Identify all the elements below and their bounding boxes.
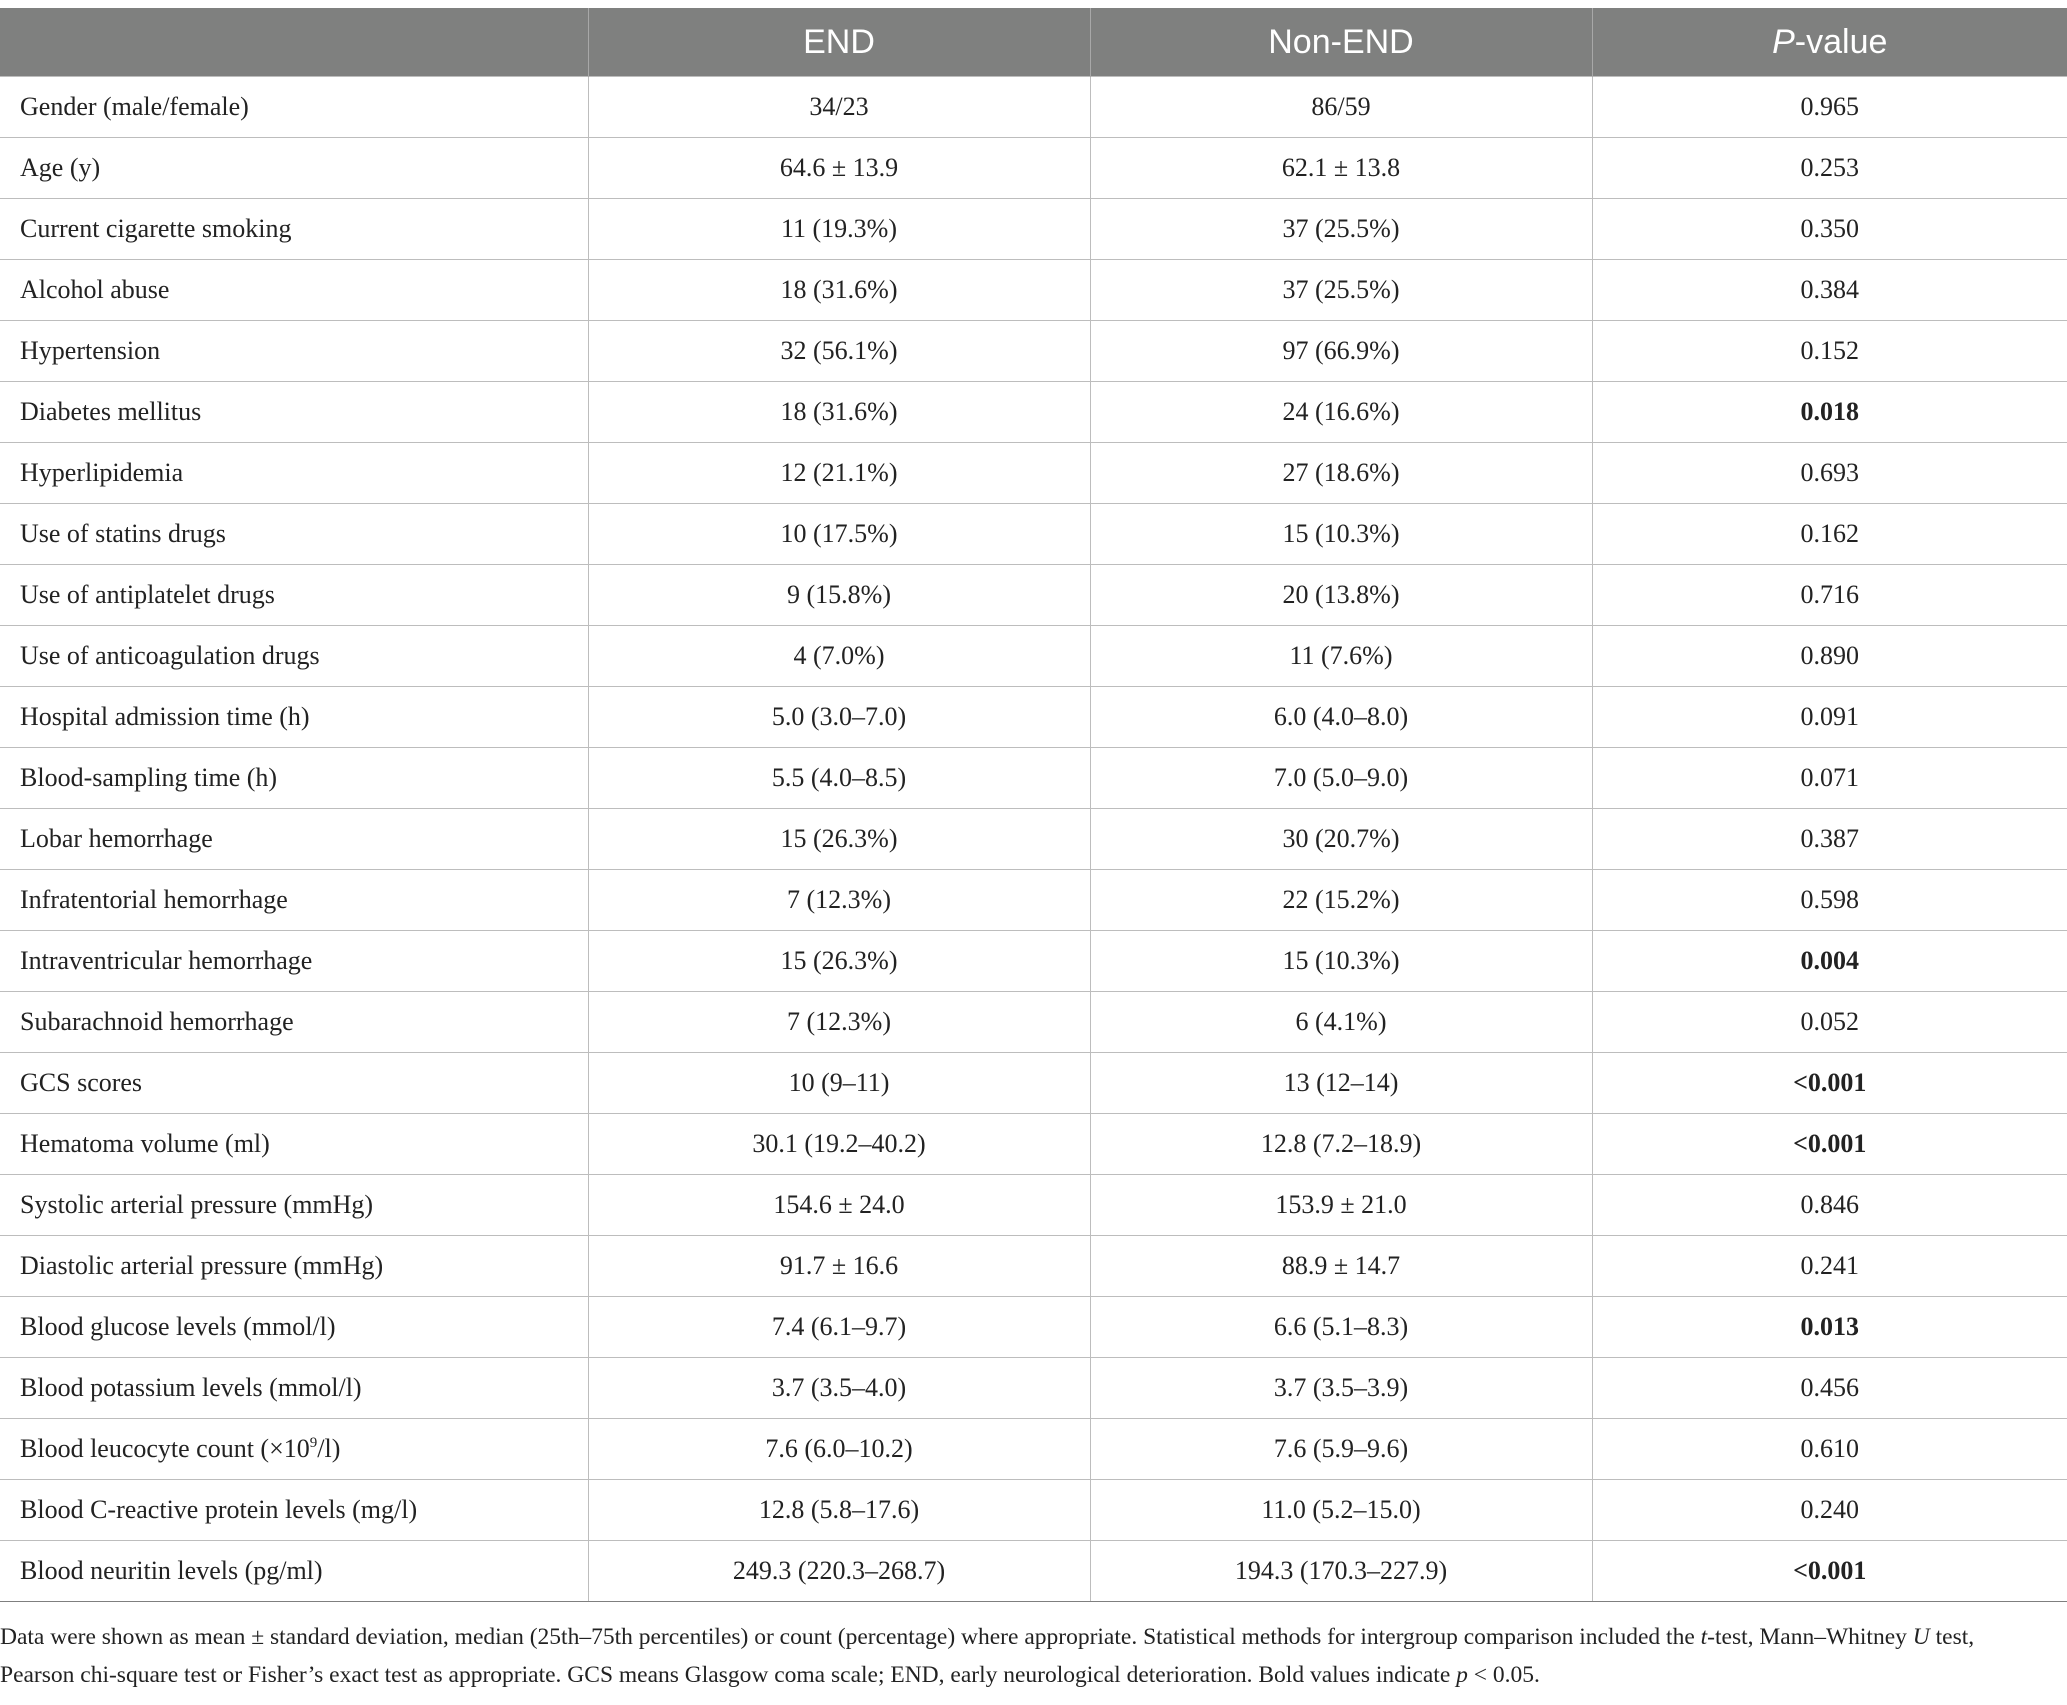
cell-non-end: 24 (16.6%) <box>1090 382 1592 443</box>
cell-p-value: 0.241 <box>1592 1236 2067 1297</box>
row-label: Infratentorial hemorrhage <box>0 870 588 931</box>
cell-non-end: 27 (18.6%) <box>1090 443 1592 504</box>
row-label: Blood-sampling time (h) <box>0 748 588 809</box>
cell-end: 5.0 (3.0–7.0) <box>588 687 1090 748</box>
row-label: GCS scores <box>0 1053 588 1114</box>
cell-p-value: 0.350 <box>1592 199 2067 260</box>
cell-end: 11 (19.3%) <box>588 199 1090 260</box>
row-label: Lobar hemorrhage <box>0 809 588 870</box>
cell-non-end: 62.1 ± 13.8 <box>1090 138 1592 199</box>
cell-non-end: 6.6 (5.1–8.3) <box>1090 1297 1592 1358</box>
cell-p-value: 0.253 <box>1592 138 2067 199</box>
cell-p-value: 0.598 <box>1592 870 2067 931</box>
cell-end: 12.8 (5.8–17.6) <box>588 1480 1090 1541</box>
row-label: Use of statins drugs <box>0 504 588 565</box>
cell-non-end: 6 (4.1%) <box>1090 992 1592 1053</box>
header-p-suffix: -value <box>1794 22 1888 61</box>
header-variable <box>0 8 588 77</box>
footnote-t-italic: t <box>1700 1624 1708 1650</box>
header-row <box>0 8 2067 77</box>
cell-end: 15 (26.3%) <box>588 809 1090 870</box>
cell-p-value: 0.456 <box>1592 1358 2067 1419</box>
row-label: Diastolic arterial pressure (mmHg) <box>0 1236 588 1297</box>
row-label: Hyperlipidemia <box>0 443 588 504</box>
header-p-italic: P <box>1772 22 1795 61</box>
table-row <box>0 809 2067 870</box>
row-label: Alcohol abuse <box>0 260 588 321</box>
row-label: Hematoma volume (ml) <box>0 1114 588 1175</box>
cell-p-value: 0.018 <box>1592 382 2067 443</box>
cell-p-value: 0.152 <box>1592 321 2067 382</box>
table-row <box>0 1114 2067 1175</box>
header-end: END <box>588 8 1090 77</box>
cell-non-end: 7.6 (5.9–9.6) <box>1090 1419 1592 1480</box>
footnote-text-3: test, Pearson chi-square test or Fisher’s exact test as appropriate. GCS means Glasgow coma scale; END, early neurological deterioration. Bold values indicate <box>0 1624 1975 1688</box>
cell-p-value: 0.013 <box>1592 1297 2067 1358</box>
cell-non-end: 37 (25.5%) <box>1090 199 1592 260</box>
table-container <box>0 8 2067 1602</box>
table-row <box>0 1419 2067 1480</box>
cell-non-end: 12.8 (7.2–18.9) <box>1090 1114 1592 1175</box>
table-row <box>0 138 2067 199</box>
cell-end: 4 (7.0%) <box>588 626 1090 687</box>
table-row <box>0 870 2067 931</box>
table-row <box>0 77 2067 138</box>
header-p-value <box>1592 8 2067 77</box>
cell-non-end: 6.0 (4.0–8.0) <box>1090 687 1592 748</box>
table-header <box>0 8 2067 77</box>
cell-non-end: 37 (25.5%) <box>1090 260 1592 321</box>
table-row <box>0 992 2067 1053</box>
cell-non-end: 3.7 (3.5–3.9) <box>1090 1358 1592 1419</box>
cell-end: 7.6 (6.0–10.2) <box>588 1419 1090 1480</box>
cell-p-value: 0.890 <box>1592 626 2067 687</box>
cell-end: 7 (12.3%) <box>588 992 1090 1053</box>
cell-end: 32 (56.1%) <box>588 321 1090 382</box>
table-row <box>0 748 2067 809</box>
cell-p-value: 0.846 <box>1592 1175 2067 1236</box>
cell-end: 154.6 ± 24.0 <box>588 1175 1090 1236</box>
cell-end: 249.3 (220.3–268.7) <box>588 1541 1090 1602</box>
row-label: Hospital admission time (h) <box>0 687 588 748</box>
cell-p-value: 0.052 <box>1592 992 2067 1053</box>
cell-p-value: 0.091 <box>1592 687 2067 748</box>
cell-end: 91.7 ± 16.6 <box>588 1236 1090 1297</box>
row-label: Blood C-reactive protein levels (mg/l) <box>0 1480 588 1541</box>
cell-non-end: 194.3 (170.3–227.9) <box>1090 1541 1592 1602</box>
footnote-text-1: Data were shown as mean ± standard deviation, median (25th–75th percentiles) or count (percentage) where appropriate. Statistical methods for intergroup comparison included the <box>0 1624 1701 1650</box>
cell-non-end: 13 (12–14) <box>1090 1053 1592 1114</box>
cell-end: 5.5 (4.0–8.5) <box>588 748 1090 809</box>
cell-non-end: 15 (10.3%) <box>1090 504 1592 565</box>
footnote-text-4: < 0.05. <box>1467 1662 1540 1688</box>
row-label <box>0 1419 588 1480</box>
cell-end: 18 (31.6%) <box>588 260 1090 321</box>
cell-non-end: 20 (13.8%) <box>1090 565 1592 626</box>
cell-end: 30.1 (19.2–40.2) <box>588 1114 1090 1175</box>
table-row <box>0 1358 2067 1419</box>
cell-non-end: 97 (66.9%) <box>1090 321 1592 382</box>
cell-p-value: 0.387 <box>1592 809 2067 870</box>
table-footnote <box>0 1618 2040 1694</box>
cell-p-value: 0.965 <box>1592 77 2067 138</box>
table-row <box>0 1175 2067 1236</box>
table-row <box>0 1053 2067 1114</box>
table-row <box>0 260 2067 321</box>
cell-non-end: 22 (15.2%) <box>1090 870 1592 931</box>
row-label: Systolic arterial pressure (mmHg) <box>0 1175 588 1236</box>
table-row <box>0 931 2067 992</box>
cell-end: 7 (12.3%) <box>588 870 1090 931</box>
cell-non-end: 7.0 (5.0–9.0) <box>1090 748 1592 809</box>
row-label: Blood glucose levels (mmol/l) <box>0 1297 588 1358</box>
cell-non-end: 88.9 ± 14.7 <box>1090 1236 1592 1297</box>
cell-p-value: 0.240 <box>1592 1480 2067 1541</box>
cell-p-value: <0.001 <box>1592 1114 2067 1175</box>
row-label: Hypertension <box>0 321 588 382</box>
table-body <box>0 77 2067 1602</box>
cell-non-end: 30 (20.7%) <box>1090 809 1592 870</box>
cell-end: 7.4 (6.1–9.7) <box>588 1297 1090 1358</box>
cell-end: 34/23 <box>588 77 1090 138</box>
footnote-text-2: -test, Mann–Whitney <box>1707 1624 1913 1650</box>
cell-p-value: <0.001 <box>1592 1541 2067 1602</box>
cell-non-end: 153.9 ± 21.0 <box>1090 1175 1592 1236</box>
cell-end: 64.6 ± 13.9 <box>588 138 1090 199</box>
cell-non-end: 11 (7.6%) <box>1090 626 1592 687</box>
row-label: Subarachnoid hemorrhage <box>0 992 588 1053</box>
cell-end: 3.7 (3.5–4.0) <box>588 1358 1090 1419</box>
cell-end: 18 (31.6%) <box>588 382 1090 443</box>
table-row <box>0 687 2067 748</box>
row-label: Gender (male/female) <box>0 77 588 138</box>
cell-p-value: 0.162 <box>1592 504 2067 565</box>
table-row <box>0 199 2067 260</box>
cell-end: 10 (9–11) <box>588 1053 1090 1114</box>
row-label: Blood neuritin levels (pg/ml) <box>0 1541 588 1602</box>
table-row <box>0 565 2067 626</box>
table-row <box>0 1236 2067 1297</box>
cell-p-value: 0.384 <box>1592 260 2067 321</box>
cell-p-value: 0.004 <box>1592 931 2067 992</box>
cell-non-end: 15 (10.3%) <box>1090 931 1592 992</box>
cell-non-end: 11.0 (5.2–15.0) <box>1090 1480 1592 1541</box>
row-label: Use of anticoagulation drugs <box>0 626 588 687</box>
table-row <box>0 504 2067 565</box>
table-row <box>0 1297 2067 1358</box>
table-row <box>0 443 2067 504</box>
cell-non-end: 86/59 <box>1090 77 1592 138</box>
data-table <box>0 8 2067 1602</box>
row-label: Diabetes mellitus <box>0 382 588 443</box>
cell-end: 9 (15.8%) <box>588 565 1090 626</box>
cell-p-value: 0.716 <box>1592 565 2067 626</box>
cell-p-value: 0.071 <box>1592 748 2067 809</box>
cell-end: 10 (17.5%) <box>588 504 1090 565</box>
table-row <box>0 382 2067 443</box>
row-label-text: Blood leucocyte count (×10 <box>20 1434 310 1463</box>
footnote-u-italic: U <box>1912 1624 1930 1650</box>
row-label-superscript: 9 <box>309 1435 318 1451</box>
table-row <box>0 626 2067 687</box>
row-label: Use of antiplatelet drugs <box>0 565 588 626</box>
row-label: Age (y) <box>0 138 588 199</box>
row-label-text-end: /l) <box>317 1434 341 1463</box>
footnote-p-italic: p <box>1456 1662 1468 1688</box>
row-label: Current cigarette smoking <box>0 199 588 260</box>
table-row <box>0 1541 2067 1602</box>
row-label: Intraventricular hemorrhage <box>0 931 588 992</box>
cell-end: 12 (21.1%) <box>588 443 1090 504</box>
header-non-end: Non-END <box>1090 8 1592 77</box>
cell-end: 15 (26.3%) <box>588 931 1090 992</box>
table-row <box>0 1480 2067 1541</box>
cell-p-value: <0.001 <box>1592 1053 2067 1114</box>
table-row <box>0 321 2067 382</box>
cell-p-value: 0.693 <box>1592 443 2067 504</box>
row-label: Blood potassium levels (mmol/l) <box>0 1358 588 1419</box>
cell-p-value: 0.610 <box>1592 1419 2067 1480</box>
